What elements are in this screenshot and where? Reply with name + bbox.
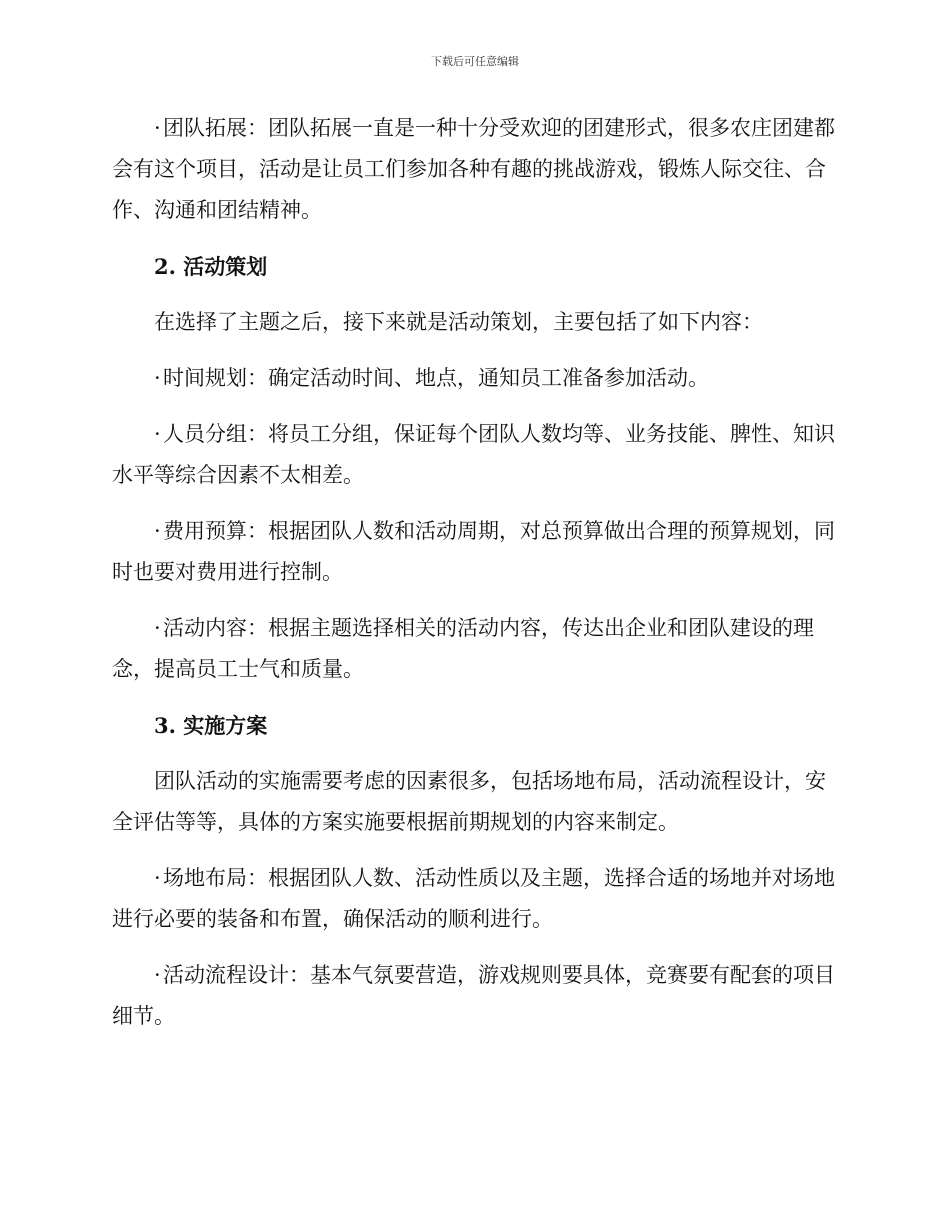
bullet-dot: · — [154, 963, 161, 987]
document-body — [112, 108, 836, 1052]
bullet-dot: · — [154, 616, 161, 640]
paragraph-text: 人员分组：将员工分组，保证每个团队人数均等、业务技能、脾性、知识水平等综合因素不太相差。 — [112, 422, 835, 487]
paragraph-planning-intro: 在选择了主题之后，接下来就是活动策划，主要包括了如下内容： — [154, 310, 763, 334]
paragraph-text: 时间规划：确定活动时间、地点，通知员工准备参加活动。 — [163, 366, 709, 390]
page-header-note: 下载后可任意编辑 — [431, 55, 519, 68]
paragraph-text: 场地布局：根据团队人数、活动性质以及主题，选择合适的场地并对场地进行必要的装备和布置，确保活动的顺利进行。 — [112, 866, 835, 931]
paragraph-implementation-intro: 团队活动的实施需要考虑的因素很多，包括场地布局，活动流程设计，安全评估等等，具体的方案实施要根据前期规划的内容来制定。 — [112, 769, 826, 834]
bullet-paragraph-time-planning — [112, 358, 836, 399]
bullet-dot: · — [154, 422, 161, 446]
section-heading-implementation: 3. 实施方案 — [154, 713, 268, 738]
bullet-paragraph-activity-content — [112, 608, 836, 690]
bullet-paragraph-budget — [112, 511, 836, 593]
section-heading-activity-planning: 2. 活动策划 — [154, 254, 268, 279]
bullet-dot: · — [154, 116, 161, 140]
paragraph-text: 费用预算：根据团队人数和活动周期，对总预算做出合理的预算规划，同时也要对费用进行控制。 — [112, 519, 835, 584]
bullet-dot: · — [154, 519, 161, 543]
bullet-paragraph-team-expansion — [112, 108, 836, 231]
paragraph-text: 团队拓展：团队拓展一直是一种十分受欢迎的团建形式，很多农庄团建都会有这个项目，活动是让员工们参加各种有趣的挑战游戏，锻炼人际交往、合作、沟通和团结精神。 — [112, 116, 835, 222]
paragraph-text: 活动流程设计：基本气氛要营造，游戏规则要具体，竞赛要有配套的项目细节。 — [112, 963, 835, 1028]
paragraph-text: 活动内容：根据主题选择相关的活动内容，传达出企业和团队建设的理念，提高员工士气和质量。 — [112, 616, 814, 681]
bullet-paragraph-venue-layout — [112, 858, 836, 940]
bullet-dot: · — [154, 866, 161, 890]
bullet-dot: · — [154, 366, 161, 390]
bullet-paragraph-process-design — [112, 955, 836, 1037]
bullet-paragraph-grouping — [112, 414, 836, 496]
